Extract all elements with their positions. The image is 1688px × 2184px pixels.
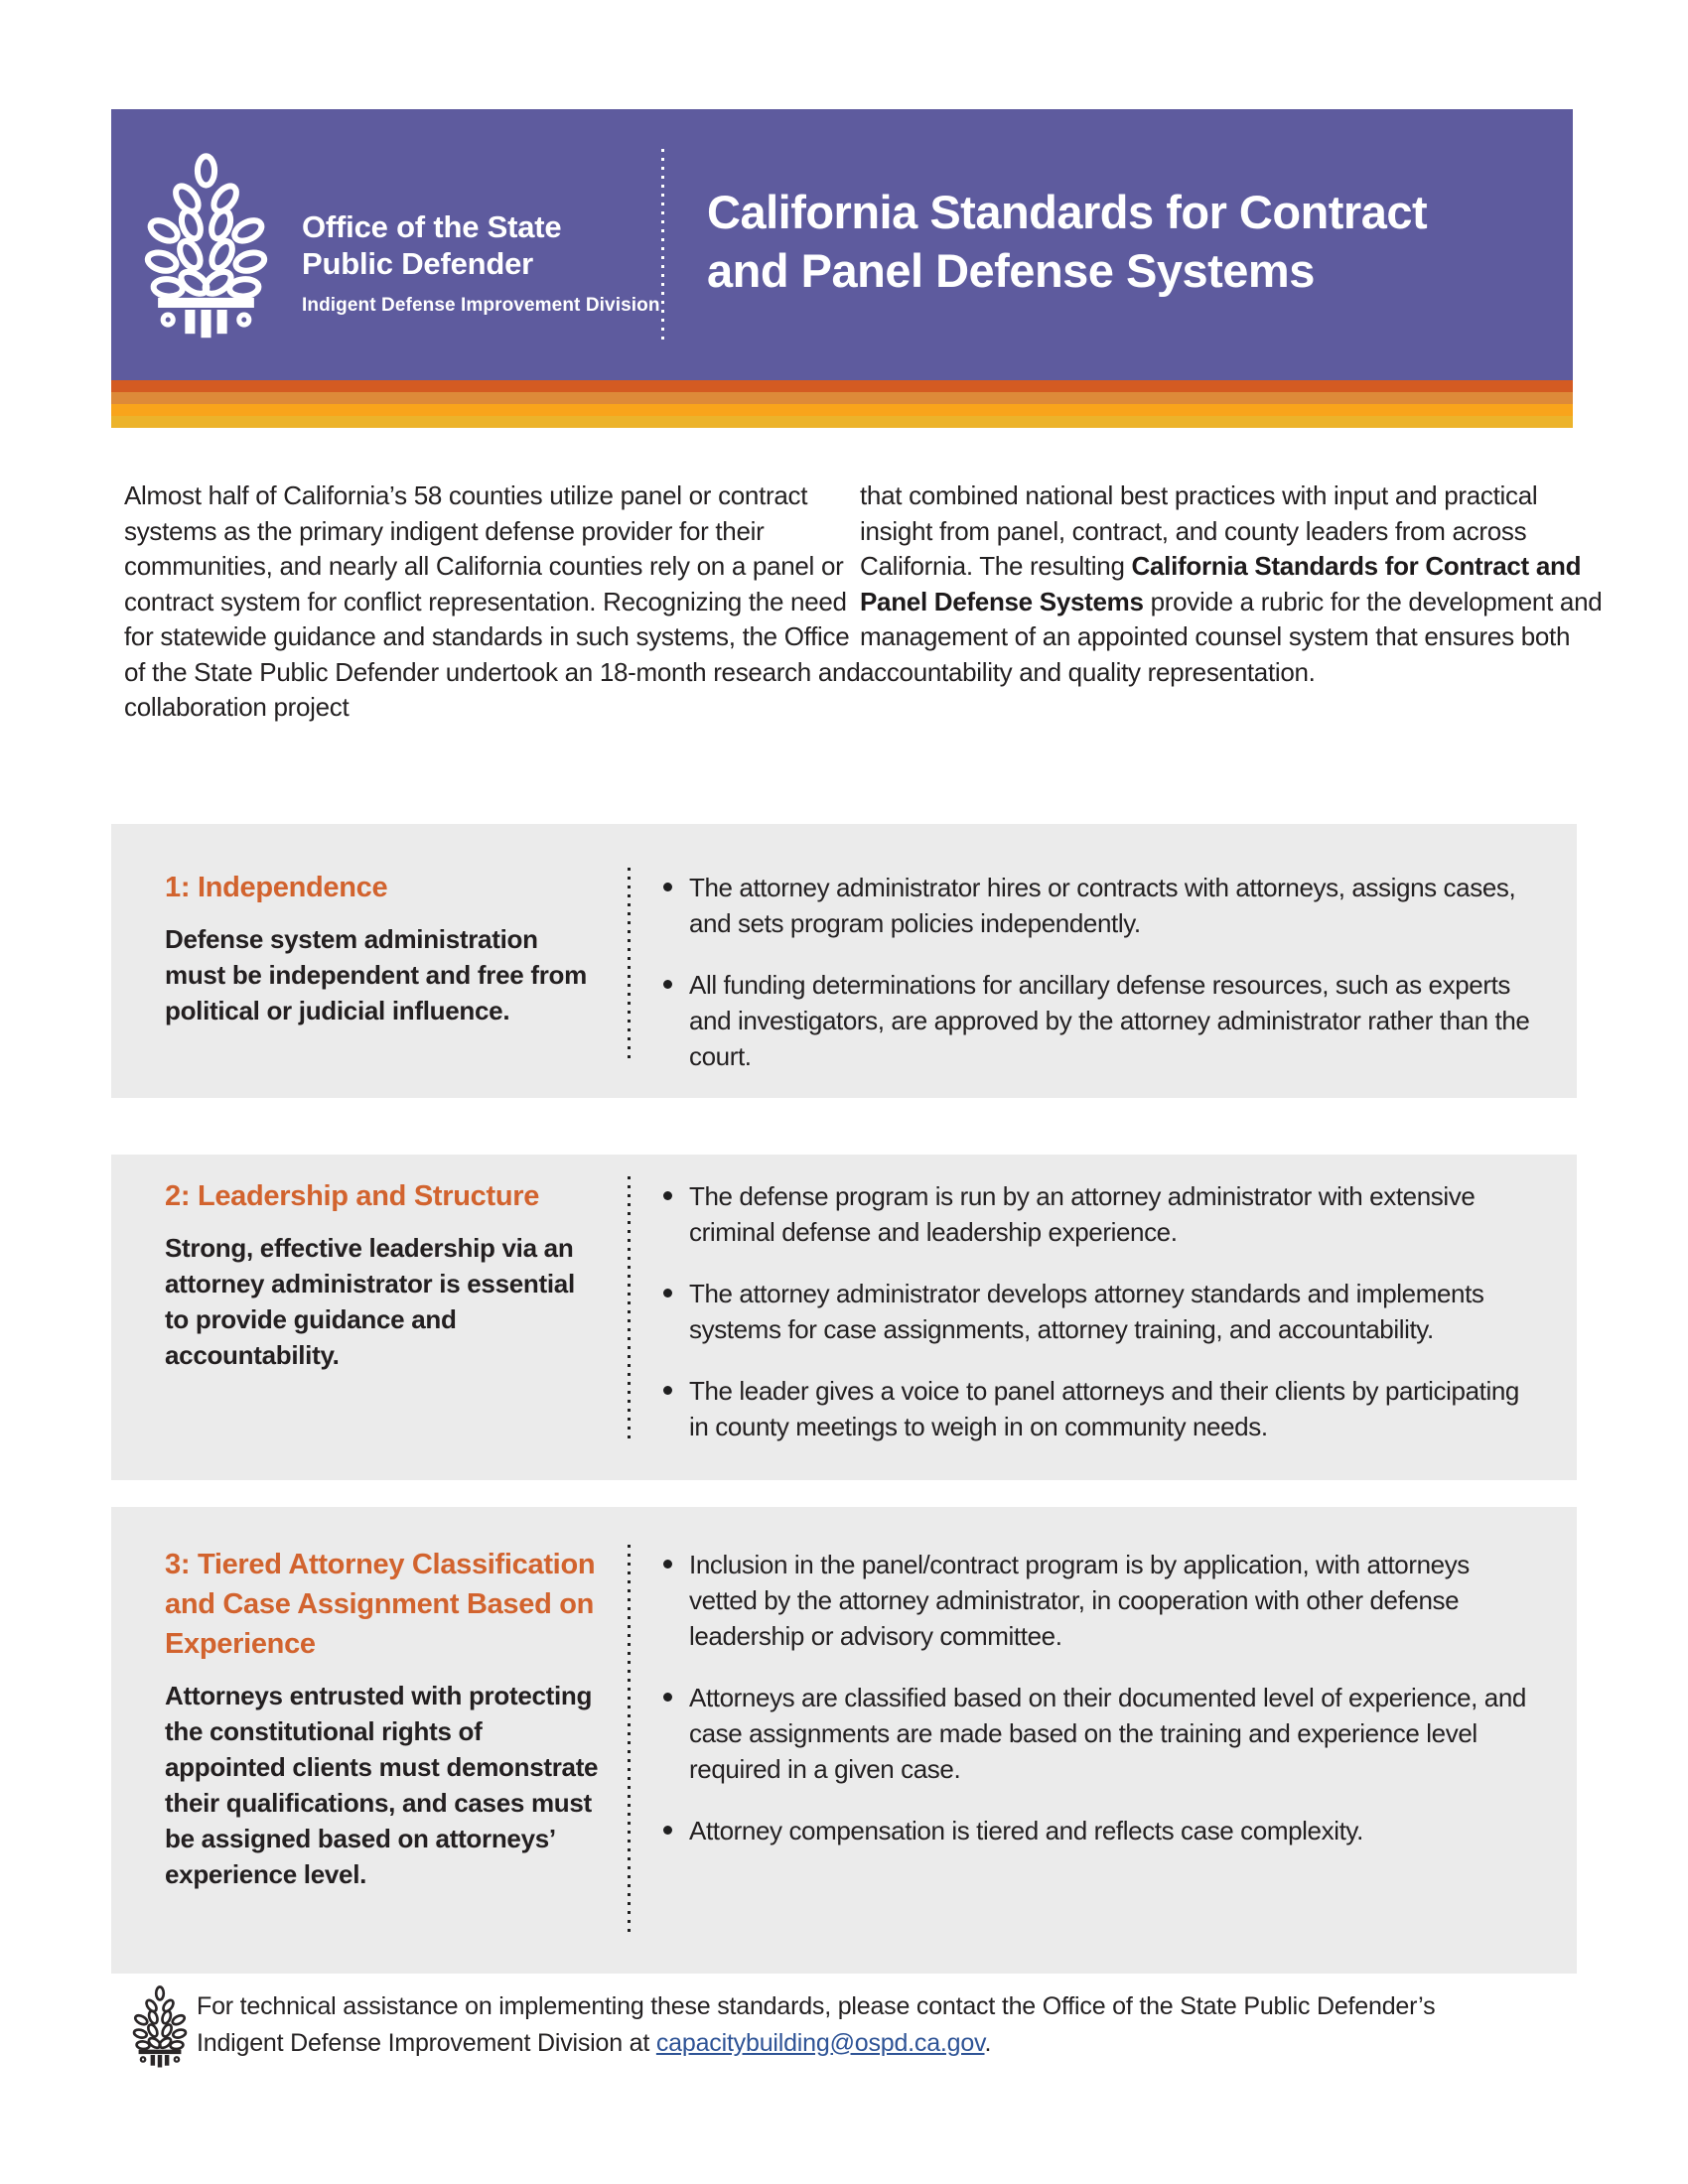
section-3-bullet-list: [663, 1547, 1537, 1848]
list-item: [663, 1276, 1537, 1347]
section-1-dotted-divider: [628, 868, 631, 1062]
footer-line2-pre: Indigent Defense Improvement Division at: [197, 2028, 656, 2057]
accent-stripe-dark-orange: [111, 380, 1573, 392]
intro-paragraph-left: Almost half of California’s 58 counties utilize panel or contract systems as the primary indigent defense provider for their communities, and nearly all California counties rely on a panel or contract system for conflict representation. Recognizing the need for statewide guidance and standards in such systems, the Office of the State Public Defender undertook an 18-month research and collaboration project: [124, 480, 861, 722]
intro-right-bold-title: California Standards for Contract and Panel Defense Systems: [860, 551, 1582, 616]
bullet-text: Inclusion in the panel/contract program is by application, with attorneys vetted by the attorney administrator, in cooperation with other defense leadership or advisory committee.: [689, 1550, 1470, 1651]
ospd-logo-icon: [141, 151, 271, 339]
header-dotted-divider: [661, 149, 664, 345]
bullet-dot-icon: [663, 1560, 672, 1569]
section-2-bullet-list: [663, 1178, 1537, 1444]
standard-section-3: [111, 1507, 1577, 1974]
footer-contact-text: [197, 1988, 1527, 2061]
section-1-heading: 1: Independence: [165, 872, 388, 903]
standard-section-1: [111, 824, 1577, 1098]
page-title-line1: California Standards for Contract: [707, 186, 1428, 238]
section-1-left-column: [165, 868, 627, 1028]
section-2-dotted-divider: [628, 1176, 631, 1442]
section-2-heading: 2: Leadership and Structure: [165, 1180, 540, 1212]
bullet-dot-icon: [663, 883, 672, 891]
list-item: [663, 870, 1537, 941]
section-2-left-column: [165, 1176, 627, 1373]
bullet-text: All funding determinations for ancillary defense resources, such as experts and investigators, are approved by the attorney administrator rather than the court.: [689, 970, 1530, 1071]
page-title-line2: and Panel Defense Systems: [707, 244, 1315, 297]
section-2-summary: Strong, effective leadership via an attorney administrator is essential to provide guidance and accountability.: [165, 1233, 575, 1370]
bullet-dot-icon: [663, 1693, 672, 1702]
contact-email-link[interactable]: capacitybuilding@ospd.ca.gov: [655, 2028, 985, 2057]
section-3-dotted-divider: [628, 1545, 631, 1938]
brand-block: [302, 208, 660, 318]
bullet-text: The attorney administrator hires or contracts with attorneys, assigns cases, and sets program policies independently.: [689, 873, 1516, 938]
list-item: [663, 1178, 1537, 1250]
section-3-heading: 3: Tiered Attorney Classification and Case Assignment Based on Experience: [165, 1549, 596, 1660]
page-title: [707, 183, 1427, 300]
list-item: [663, 1680, 1537, 1787]
intro-paragraph-right: [860, 478, 1603, 690]
footer-line2-period: .: [984, 2028, 992, 2057]
section-3-left-column: [165, 1545, 627, 1892]
bullet-dot-icon: [663, 1191, 672, 1200]
bullet-dot-icon: [663, 980, 672, 989]
bullet-text: Attorney compensation is tiered and reflects case complexity.: [689, 1816, 1363, 1845]
accent-stripe-amber: [111, 404, 1573, 416]
list-item: [663, 1547, 1537, 1654]
accent-stripe-medium-orange: [111, 392, 1573, 404]
list-item: [663, 967, 1537, 1074]
brand-division: Indigent Defense Improvement Division: [302, 295, 660, 316]
bullet-text: The leader gives a voice to panel attorneys and their clients by participating in county meetings to weigh in on community needs.: [689, 1376, 1519, 1441]
intro-right-pre: that combined national best practices with input and practical insight from panel, contract, and county leaders from across California. The resulting: [860, 480, 1538, 581]
footer-line2: [197, 2025, 1527, 2062]
bullet-text: The defense program is run by an attorney administrator with extensive criminal defense and leadership experience.: [689, 1181, 1476, 1247]
bullet-text: The attorney administrator develops attorney standards and implements systems for case assignments, attorney training, and accountability.: [689, 1279, 1484, 1344]
standard-section-2: [111, 1155, 1577, 1480]
section-1-bullet-list: [663, 870, 1537, 1074]
header-banner: [111, 109, 1573, 380]
bullet-dot-icon: [663, 1289, 672, 1297]
list-item: [663, 1373, 1537, 1444]
list-item: [663, 1813, 1537, 1848]
accent-stripe-gold: [111, 416, 1573, 428]
ospd-logo-footer-icon: [131, 1984, 189, 2068]
bullet-dot-icon: [663, 1386, 672, 1395]
brand-name-line1: Office of the State: [302, 209, 562, 244]
bullet-dot-icon: [663, 1826, 672, 1835]
section-3-summary: Attorneys entrusted with protecting the constitutional rights of appointed clients must demonstrate their qualifications, and cases must be assigned based on attorneys’ experience level.: [165, 1681, 599, 1889]
footer-line1: For technical assistance on implementing these standards, please contact the Office of the State Public Defender’s: [197, 1992, 1436, 2020]
intro-right-post: provide a rubric for the development and management of an appointed counsel system that ensures both accountability and quality representation.: [860, 586, 1603, 687]
section-1-summary: Defense system administration must be independent and free from political or judicial influence.: [165, 924, 587, 1025]
bullet-text: Attorneys are classified based on their documented level of experience, and case assignments are made based on the training and experience level required in a given case.: [689, 1683, 1526, 1784]
brand-name-line2: Public Defender: [302, 246, 533, 281]
